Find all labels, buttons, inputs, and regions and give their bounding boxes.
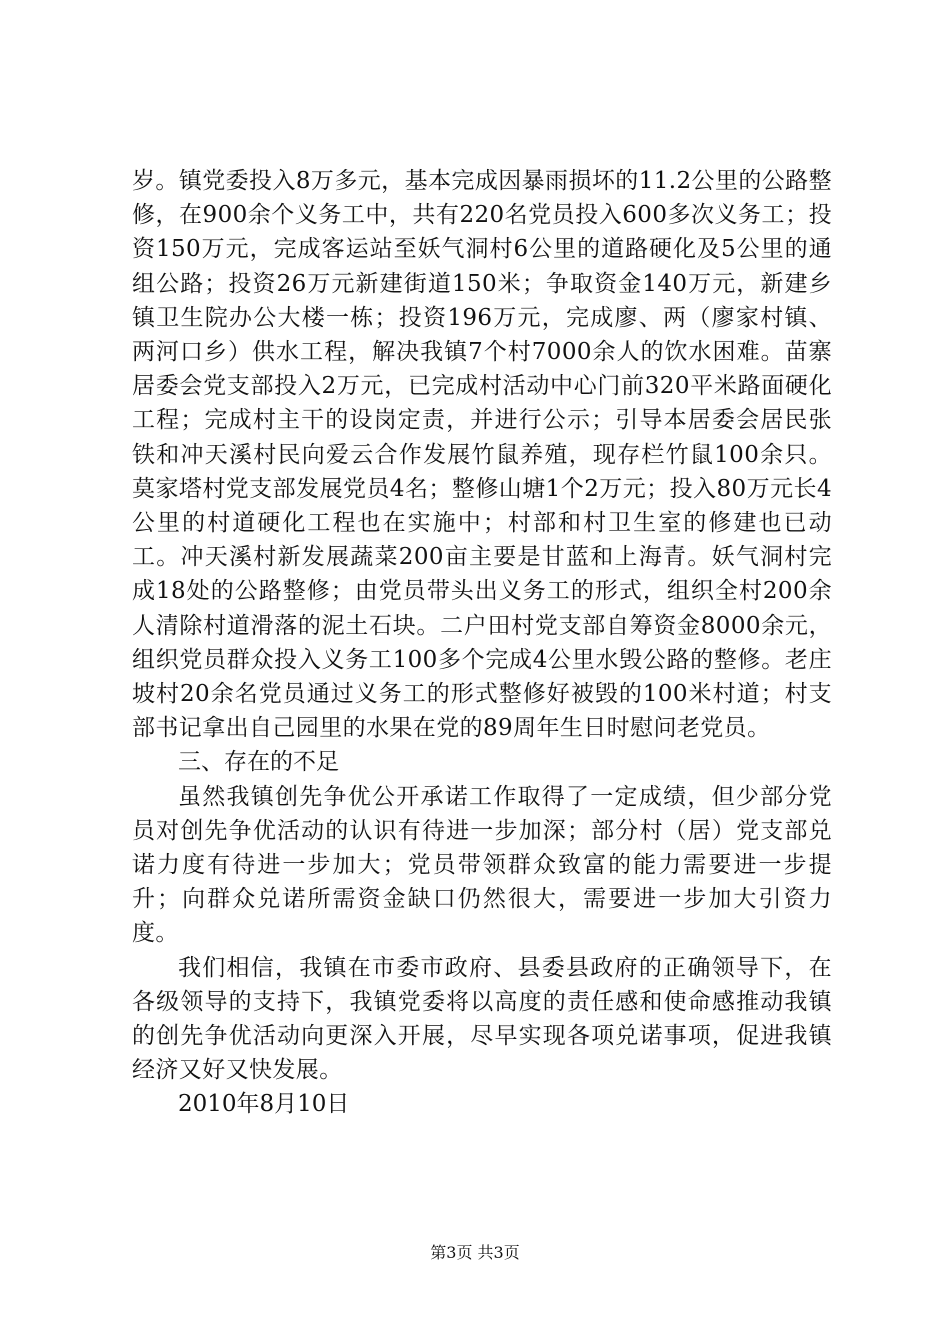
page-footer: 第3页 共3页	[430, 1243, 520, 1262]
section-heading: 三、存在的不足	[178, 749, 339, 776]
document-date: 2010年8月10日	[178, 1091, 350, 1118]
body-paragraph-conclusion: 我们相信，我镇在市委市政府、县委县政府的正确领导下，在各级领导的支持下，我镇党委将以高度的责任感和使命感推动我镇的创先争优活动向更深入开展，尽早实现各项兑诺事项，促进我镇经济又好又快发展。	[132, 954, 832, 1084]
body-paragraph-continued: 岁。镇党委投入8万多元，基本完成因暴雨损坏的11.2公里的公路整修，在900余个义务工中，共有220名党员投入600多次义务工；投资150万元，完成客运站至妖气洞村6公里的道路硬化及5公里的通组公路；投资26万元新建街道150米；争取资金140万元，新建乡镇卫生院办公大楼一栋；投资196万元，完成廖、两（廖家村镇、两河口乡）供水工程，解决我镇7个村7000余人的饮水困难。苗寨居委会党支部投入2万元，已完成村活动中心门前320平米路面硬化工程；完成村主干的设岗定责，并进行公示；引导本居委会居民张铁和冲天溪村民向爱云合作发展竹鼠养殖，现存栏竹鼠100余只。莫家塔村党支部发展党员4名；整修山塘1个2万元；投入80万元长4公里的村道硬化工程也在实施中；村部和村卫生室的修建也已动工。冲天溪村新发展蔬菜200亩主要是甘蓝和上海青。妖气洞村完成18处的公路整修；由党员带头出义务工的形式，组织全村200余人清除村道滑落的泥土石块。二户田村党支部自筹资金8000余元，组织党员群众投入义务工100多个完成4公里水毁公路的整修。老庄坡村20余名党员通过义务工的形式整修好被毁的100米村道；村支部书记拿出自己园里的水果在党的89周年生日时慰问老党员。	[132, 168, 832, 742]
body-paragraph-shortcomings: 虽然我镇创先争优公开承诺工作取得了一定成绩，但少部分党员对创先争优活动的认识有待进一步加深；部分村（居）党支部兑诺力度有待进一步加大；党员带领群众致富的能力需要进一步提升；向群众兑诺所需资金缺口仍然很大，需要进一步加大引资力度。	[132, 783, 832, 947]
document-body	[132, 164, 832, 1122]
